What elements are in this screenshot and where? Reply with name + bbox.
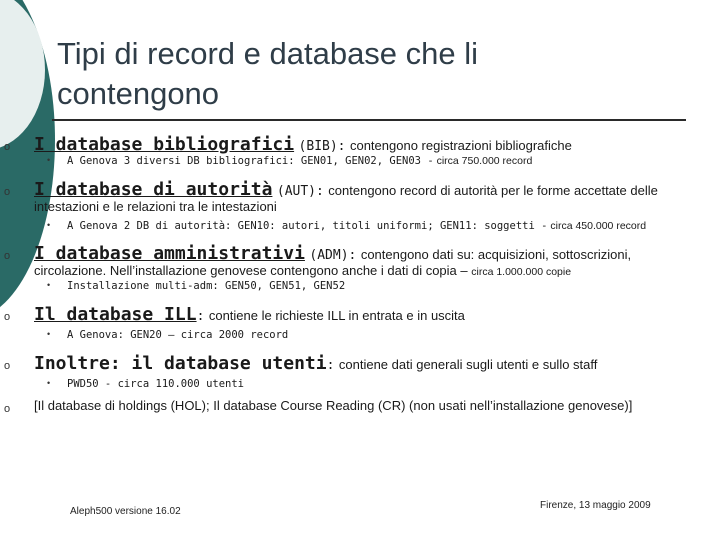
item-description: contengono registrazioni bibliografiche: [349, 138, 572, 153]
item-description: contiene dati generali sugli utenti e sullo staff: [338, 357, 598, 372]
sub-bullet-icon: •: [47, 155, 51, 165]
item-count: circa 1.000.000 copie: [471, 266, 572, 278]
footer-version: Aleph500 versione 16.02: [70, 506, 181, 517]
sub-item-count: circa 450.000 record: [550, 220, 647, 232]
slide-title: Tipi di record e database che li contengono: [57, 36, 479, 111]
title-divider: [52, 119, 686, 121]
item-abbr: :: [326, 358, 335, 373]
sub-item-text: A Genova 3 diversi DB bibliografici: GEN01, GEN02, GEN03 -: [67, 155, 434, 167]
bullet-icon: o: [4, 403, 11, 415]
item-description-cont: circolazione. Nell’installazione genovese contengono anche i dati di copia –: [34, 263, 468, 278]
item-heading: Il database ILL: [34, 304, 197, 325]
footer-date: Firenze, 13 maggio 2009: [540, 500, 651, 511]
sub-item-text: A Genova: GEN20 – circa 2000 record: [67, 329, 289, 341]
sub-item-text: PWD50 - circa 110.000 utenti: [67, 378, 245, 390]
item-heading: I database amministrativi: [34, 243, 305, 264]
sub-bullet-icon: •: [47, 329, 51, 339]
sub-item-text: A Genova 2 DB di autorità: GEN10: autori, titoli uniformi; GEN11: soggetti -: [67, 220, 548, 232]
item-abbr: (ADM):: [309, 248, 357, 263]
item-abbr: :: [196, 309, 205, 324]
sub-bullet-icon: •: [47, 280, 51, 290]
sub-bullet-icon: •: [47, 378, 51, 388]
item-abbr: (BIB):: [298, 139, 346, 154]
item-abbr: (AUT):: [276, 184, 324, 199]
item-heading: Inoltre: il database utenti: [34, 353, 327, 374]
bullet-icon: o: [4, 250, 11, 262]
bullet-icon: o: [4, 141, 11, 153]
sub-item-text: Installazione multi-adm: GEN50, GEN51, GEN52: [67, 280, 346, 292]
item-heading: I database di autorità: [34, 179, 273, 200]
item-description: contiene le richieste ILL in entrata e in uscita: [208, 308, 465, 323]
item-description: contengono dati su: acquisizioni, sottoscrizioni,: [360, 247, 632, 262]
item-heading: I database bibliografici: [34, 134, 295, 155]
bullet-icon: o: [4, 186, 11, 198]
bullet-icon: o: [4, 360, 11, 372]
sub-bullet-icon: •: [47, 220, 51, 230]
item-description: [Il database di holdings (HOL); Il database Course Reading (CR) (non usati nell’installazione genovese)]: [34, 398, 633, 413]
item-description: contengono record di autorità per le forme accettate delle: [328, 183, 658, 198]
item-description-cont: intestazioni e le relazioni tra le intestazioni: [34, 199, 277, 214]
bullet-icon: o: [4, 311, 11, 323]
sub-item-count: circa 750.000 record: [436, 155, 533, 167]
